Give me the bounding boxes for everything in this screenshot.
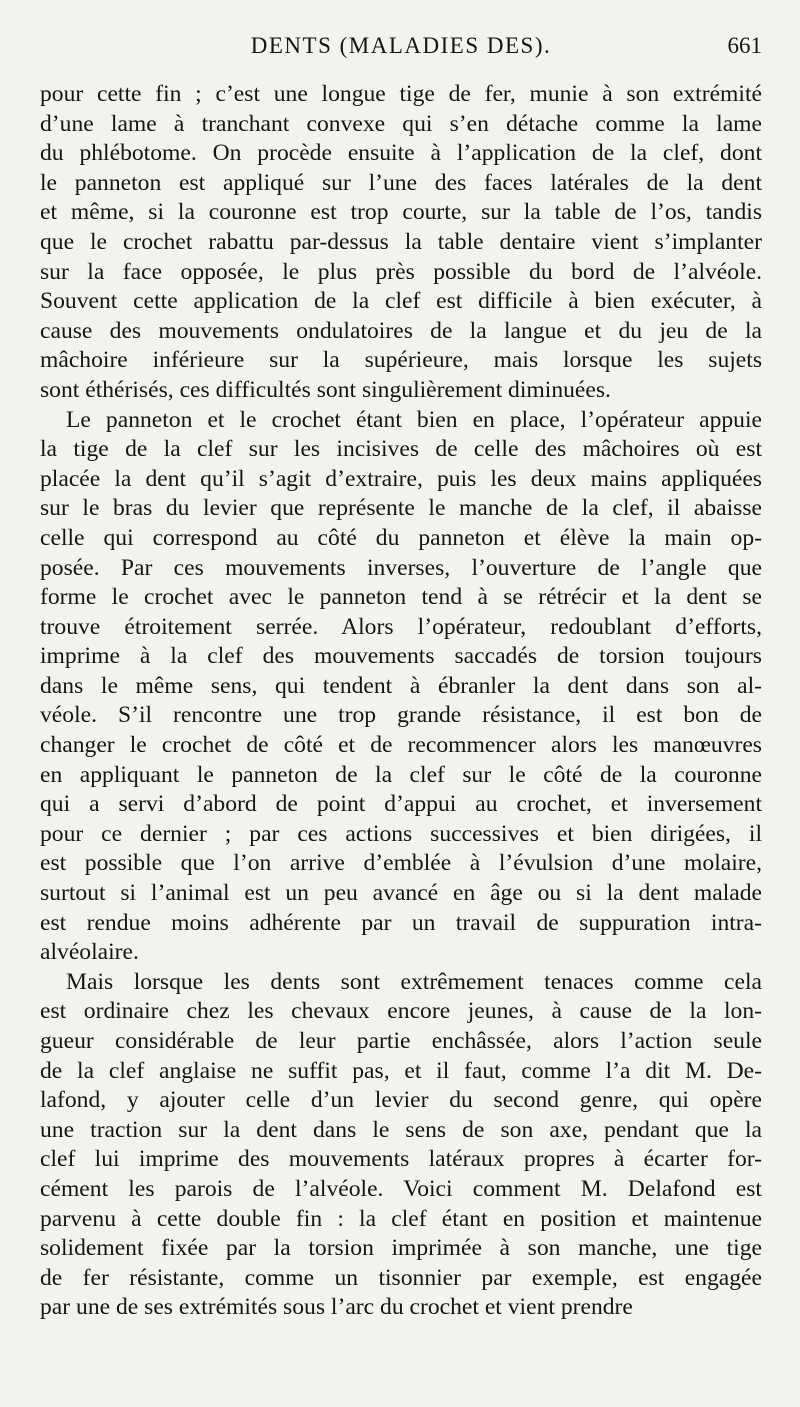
paragraph [40, 80, 762, 406]
text-line: gueur considérable de leur partie enchâssée, alors l’action seule [40, 1028, 762, 1054]
text-line: la tige de la clef sur les incisives de celle des mâchoires où est [40, 436, 762, 463]
text-line: posée. Par ces mouvements inverses, l’ouverture de l’angle que [40, 554, 762, 581]
text-line: Le panneton et le crochet étant bien en place, l’opérateur appuie [66, 406, 762, 433]
text-line: clef lui imprime des mouvements latéraux propres à écarter for- [40, 1146, 762, 1173]
text-line: celle qui correspond au côté du panneton et élève la main op- [40, 524, 762, 551]
text-line: par une de ses extrémités sous l’arc du crochet et vient prendre [40, 1294, 633, 1321]
text-line: le panneton est appliqué sur l’une des faces latérales de la dent [40, 169, 762, 196]
text-line: est ordinaire chez les chevaux encore jeunes, à cause de la lon- [40, 998, 762, 1025]
text-line: pour cette fin ; c’est une longue tige de fer, munie à son extrémité [40, 81, 762, 107]
text-line: cause des mouvements ondulatoires de la langue et du jeu de la [40, 317, 762, 344]
text-line: d’une lame à tranchant convexe qui s’en détache comme la lame [40, 110, 762, 137]
text-line: lafond, y ajouter celle d’un levier du second genre, qui opère [40, 1087, 762, 1114]
running-title: DENTS (MALADIES DES). [250, 33, 552, 58]
text-line: Souvent cette application de la clef est difficile à bien exécuter, à [40, 288, 762, 315]
text-line: sur le bras du levier que représente le manche de la clef, il abaisse [40, 495, 762, 522]
text-line: pour ce dernier ; par ces actions successives et bien dirigées, il [40, 820, 762, 847]
paragraph [40, 968, 762, 1323]
page-number: 661 [727, 33, 762, 58]
text-line: imprime à la clef des mouvements saccadés de torsion toujours [40, 643, 762, 670]
text-line: dans le même sens, qui tendent à ébranler la dent dans son al- [40, 672, 762, 699]
text-line: que le crochet rabattu par-dessus la table dentaire vient s’implanter [40, 228, 762, 255]
text-line: solidement fixée par la torsion imprimée à son manche, une tige [40, 1235, 762, 1262]
text-line: forme le crochet avec le panneton tend à se rétrécir et la dent se [40, 584, 762, 611]
text-line: alvéolaire. [40, 939, 139, 966]
text-line: et même, si la couronne est trop courte, sur la table de l’os, tandis [40, 199, 762, 226]
text-line: surtout si l’animal est un peu avancé en âge ou si la dent malade [40, 880, 762, 907]
text-line: qui a servi d’abord de point d’appui au crochet, et inversement [40, 791, 762, 818]
text-line: sont éthérisés, ces difficultés sont singulièrement diminuées. [40, 376, 611, 403]
text-line: mâchoire inférieure sur la supérieure, mais lorsque les sujets [40, 347, 762, 374]
body-text [40, 80, 762, 1323]
text-line: est possible que l’on arrive d’emblée à l’évulsion d’une molaire, [40, 850, 762, 877]
text-line: est rendue moins adhérente par un travail de suppuration intra- [40, 909, 762, 936]
running-head [40, 28, 762, 64]
text-line: de fer résistante, comme un tisonnier par exemple, est engagée [40, 1264, 762, 1291]
text-line: Mais lorsque les dents sont extrêmement tenaces comme cela [66, 968, 762, 995]
text-line: cément les parois de l’alvéole. Voici comment M. Delafond est [40, 1175, 762, 1202]
text-line: du phlébotome. On procède ensuite à l’application de la clef, dont [40, 140, 762, 167]
paragraph [40, 406, 762, 968]
text-line: en appliquant le panneton de la clef sur le côté de la couronne [40, 761, 762, 788]
text-line: véole. S’il rencontre une trop grande résistance, il est bon de [40, 702, 762, 729]
text-line: parvenu à cette double fin : la clef étant en position et maintenue [40, 1205, 762, 1232]
text-line: trouve étroitement serrée. Alors l’opérateur, redoublant d’efforts, [40, 613, 762, 640]
text-line: changer le crochet de côté et de recommencer alors les manœuvres [40, 732, 762, 759]
text-line: sur la face opposée, le plus près possible du bord de l’alvéole. [40, 258, 762, 285]
text-line: une traction sur la dent dans le sens de son axe, pendant que la [40, 1116, 762, 1143]
text-line: placée la dent qu’il s’agit d’extraire, puis les deux mains appliquées [40, 465, 762, 492]
text-line: de la clef anglaise ne suffit pas, et il faut, comme l’a dit M. De- [40, 1057, 762, 1084]
